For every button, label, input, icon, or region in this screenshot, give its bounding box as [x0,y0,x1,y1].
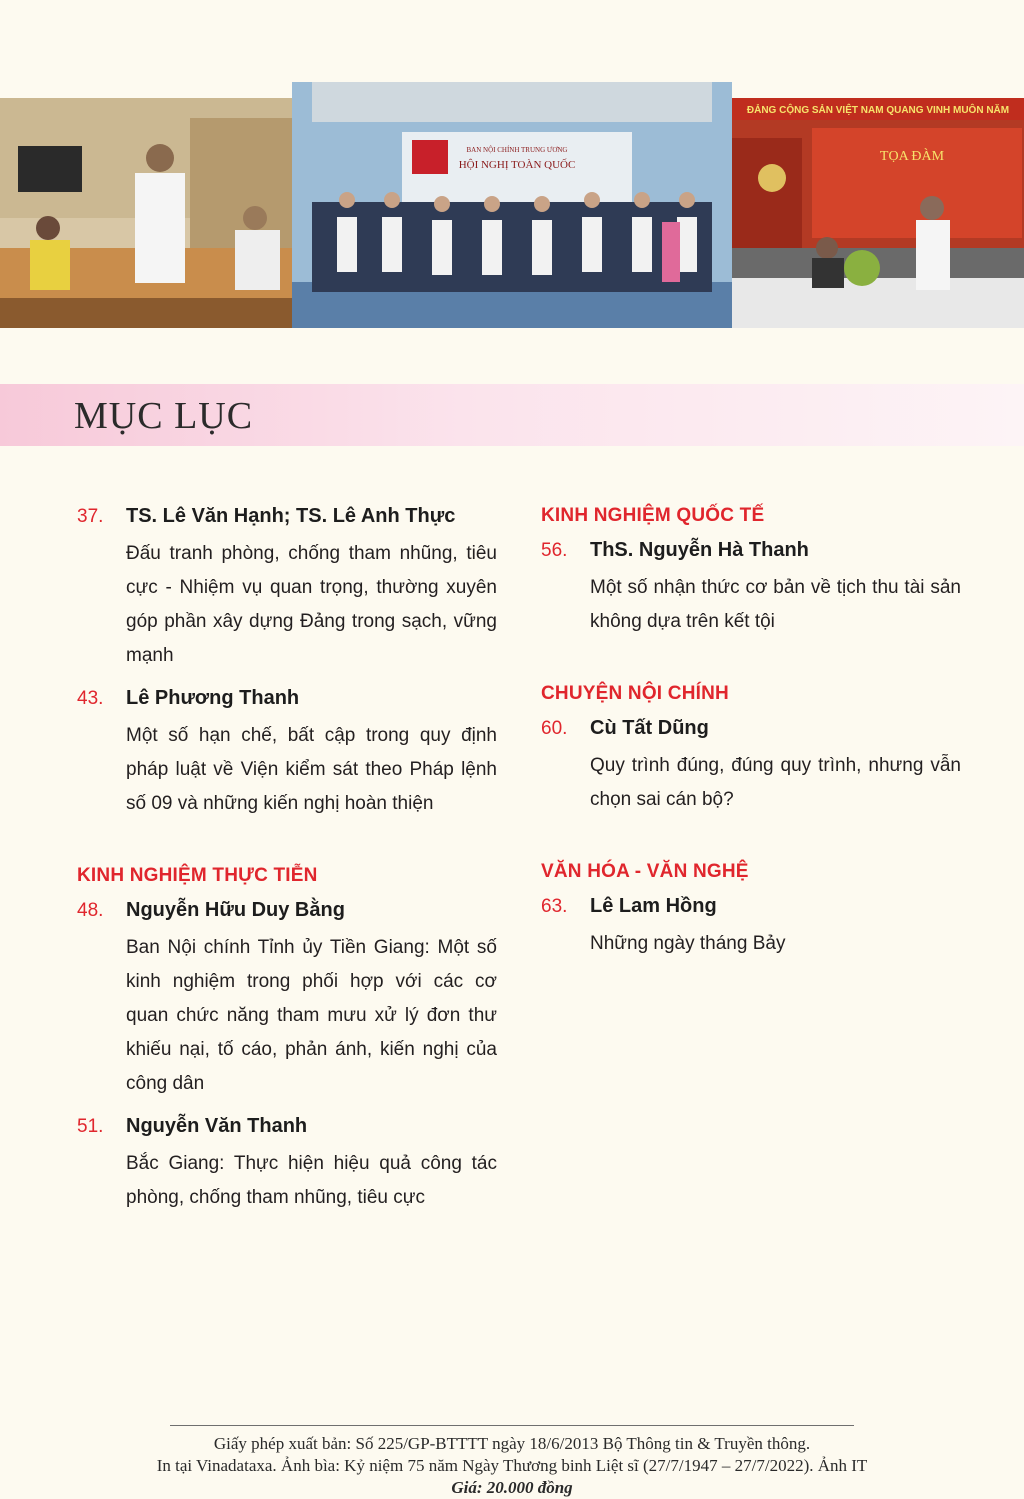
footer-divider [170,1425,854,1426]
toc-column-right [541,505,961,975]
toc-entry[interactable] [541,895,961,961]
page-number: 37. [77,506,104,527]
page-number: 48. [77,900,104,921]
toc-entry[interactable] [77,899,497,1101]
article-author: Cù Tất Dũng [590,717,709,739]
section-spacer [77,835,497,865]
toc-entry[interactable] [77,505,497,673]
article-title: Một số nhận thức cơ bản về tịch thu tài sản không dựa trên kết tội [590,577,961,632]
page-number: 63. [541,896,568,917]
section-heading: KINH NGHIỆM THỰC TIỄN [77,865,318,886]
article-author: Nguyễn Hữu Duy Bằng [126,899,345,921]
article-author: TS. Lê Văn Hạnh; TS. Lê Anh Thực [126,505,456,527]
article-title: Ban Nội chính Tỉnh ủy Tiền Giang: Một số kinh nghiệm trong phối hợp với các cơ quan chức năng tham mưu xử lý đơn thư khiếu nại, tố cáo, phản ánh, kiến nghị của công dân [126,937,497,1094]
page-number: 51. [77,1116,104,1137]
article-author: Lê Lam Hồng [590,895,717,917]
article-title: Đấu tranh phòng, chống tham nhũng, tiêu cực - Nhiệm vụ quan trọng, thường xuyên góp phần xây dựng Đảng trong sạch, vững mạnh [126,543,497,666]
page-number: 60. [541,718,568,739]
footer-price: Giá: 20.000 đồng [451,1478,573,1497]
seminar-photo [732,98,1024,328]
article-title: Những ngày tháng Bảy [590,933,786,954]
article-title: Bắc Giang: Thực hiện hiệu quả công tác phòng, chống tham nhũng, tiêu cực [126,1153,497,1208]
group-photo-banner: BAN NỘI CHÍNH TRUNG ƯƠNG [466,146,568,154]
seminar-banner: ĐẢNG CỘNG SẢN VIỆT NAM QUANG VINH MUÔN NĂM [746,105,1010,116]
section-spacer [541,653,961,683]
group-photo [292,82,732,328]
page-title: MỤC LỤC [74,395,254,437]
footer-printing: In tại Vinadataxa. Ảnh bìa: Kỷ niệm 75 năm Ngày Thương binh Liệt sĩ (27/7/1947 – 27/7/2022). Ảnh IT [156,1456,868,1475]
seminar-title: TỌA ĐÀM [879,149,945,164]
page-number: 56. [541,540,568,561]
footer-license: Giấy phép xuất bản: Số 225/GP-BTTTT ngày 18/6/2013 Bộ Thông tin & Truyền thông. [213,1434,811,1453]
footer [100,1433,924,1499]
toc-entry[interactable] [77,687,497,821]
article-title: Quy trình đúng, đúng quy trình, nhưng vẫn chọn sai cán bộ? [590,755,961,810]
toc-column-left [77,505,497,1229]
section-spacer [541,831,961,861]
group-photo-title: HỘI NGHỊ TOÀN QUỐC [458,159,576,171]
article-title: Một số hạn chế, bất cập trong quy định pháp luật về Viện kiểm sát theo Pháp lệnh số 09 và những kiến nghị hoàn thiện [126,725,497,814]
meeting-photo-left [0,98,292,328]
toc-entry[interactable] [77,1115,497,1215]
article-author: Lê Phương Thanh [126,687,300,709]
page-number: 43. [77,688,104,709]
article-author: Nguyễn Văn Thanh [126,1115,308,1137]
article-author: ThS. Nguyễn Hà Thanh [590,539,809,561]
toc-entry[interactable] [541,717,961,817]
photo-strip [0,82,1024,328]
toc-entry[interactable] [541,539,961,639]
section-heading: VĂN HÓA - VĂN NGHỆ [541,861,749,882]
section-heading: CHUYỆN NỘI CHÍNH [541,683,729,704]
section-heading: KINH NGHIỆM QUỐC TẾ [541,505,765,526]
